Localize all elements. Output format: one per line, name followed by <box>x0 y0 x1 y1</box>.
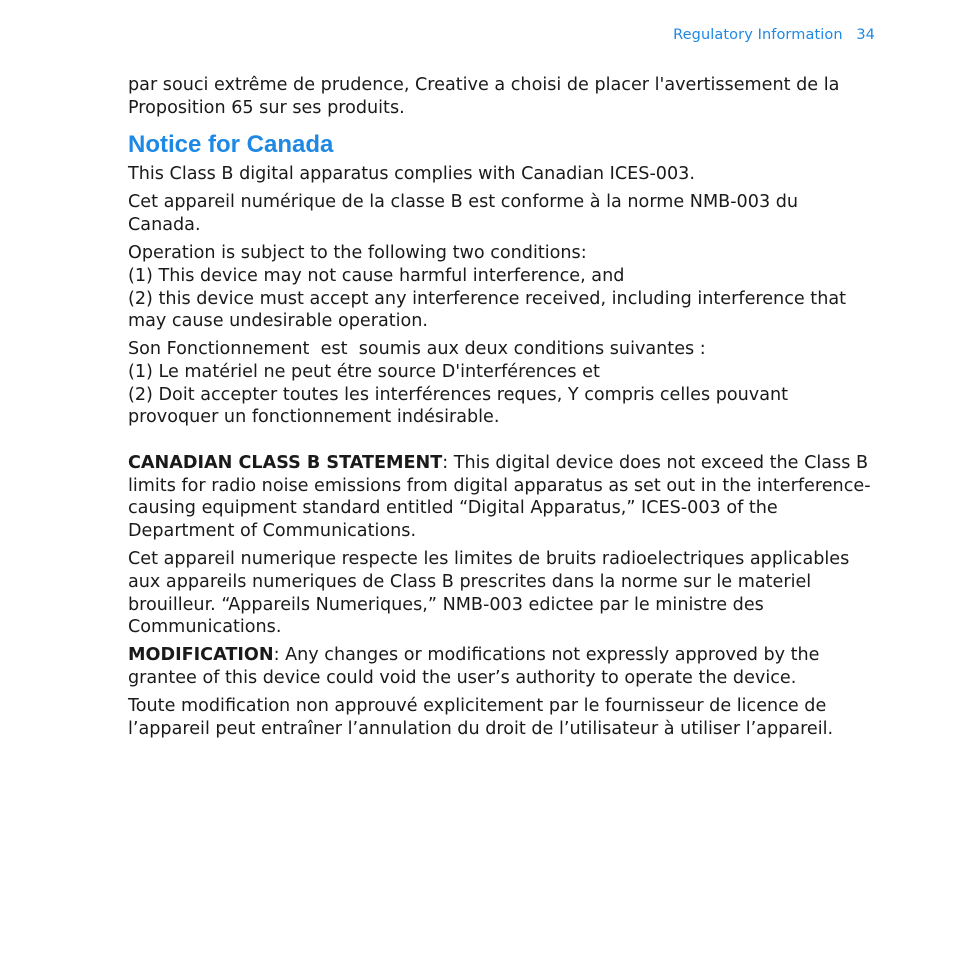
conditions-en-item-2: (2) this device must accept any interference received, including interference that may cause undesirable operation. <box>128 288 847 332</box>
ices-statement-fr: Cet appareil numérique de la classe B est conforme à la norme NMB-003 du Canada. <box>128 192 799 236</box>
page-number: 34 <box>856 27 875 43</box>
conditions-en <box>128 242 876 333</box>
conditions-en-item-1: (1) This device may not cause harmful interference, and <box>128 265 625 286</box>
section-heading: Notice for Canada <box>128 131 334 159</box>
conditions-fr-item-2: (2) Doit accepter toutes les interférences reques, Y compris celles pouvant provoquer un fonctionnement indésirable. <box>128 384 789 428</box>
conditions-fr-intro: Son Fonctionnement est soumis aux deux conditions suivantes : <box>128 339 706 360</box>
class-b-statement-fr: Cet appareil numerique respecte les limites de bruits radioelectriques applicables aux appareils numeriques de Class B prescrites dans la norme sur le materiel brouilleur. “Appareils Numeriques,” NMB-003 edictee par le ministre des Communications. <box>128 549 850 638</box>
modification-statement <box>128 644 876 689</box>
class-b-statement-label: CANADIAN CLASS B STATEMENT <box>128 453 443 474</box>
header-section-title: Regulatory Information <box>673 27 843 43</box>
running-header <box>673 27 875 43</box>
modification-statement-fr: Toute modification non approuvé explicitement par le fournisseur de licence de l’appareil peut entraîner l’annulation du droit de l’utilisateur à utiliser l’appareil. <box>128 695 834 739</box>
conditions-fr <box>128 338 876 429</box>
ices-statement-en: This Class B digital apparatus complies with Canadian ICES-003. <box>128 164 695 185</box>
modification-text: : Any changes or modifications not expressly approved by the grantee of this device could void the user’s authority to operate the device. <box>128 645 820 688</box>
conditions-en-intro: Operation is subject to the following two conditions: <box>128 243 587 264</box>
modification-label: MODIFICATION <box>128 645 274 666</box>
class-b-statement-text: : This digital device does not exceed the Class B limits for radio noise emissions from digital apparatus as set out in the interference-causing equipment standard entitled “Digital Apparatus,” ICES-003 of the Department of Communications. <box>128 453 871 542</box>
class-b-statement <box>128 452 876 543</box>
page-body <box>128 74 876 746</box>
conditions-fr-item-1: (1) Le matériel ne peut étre source D'interférences et <box>128 361 600 382</box>
prop65-continuation: par souci extrême de prudence, Creative a choisi de placer l'avertissement de la Proposition 65 sur ses produits. <box>128 75 840 118</box>
